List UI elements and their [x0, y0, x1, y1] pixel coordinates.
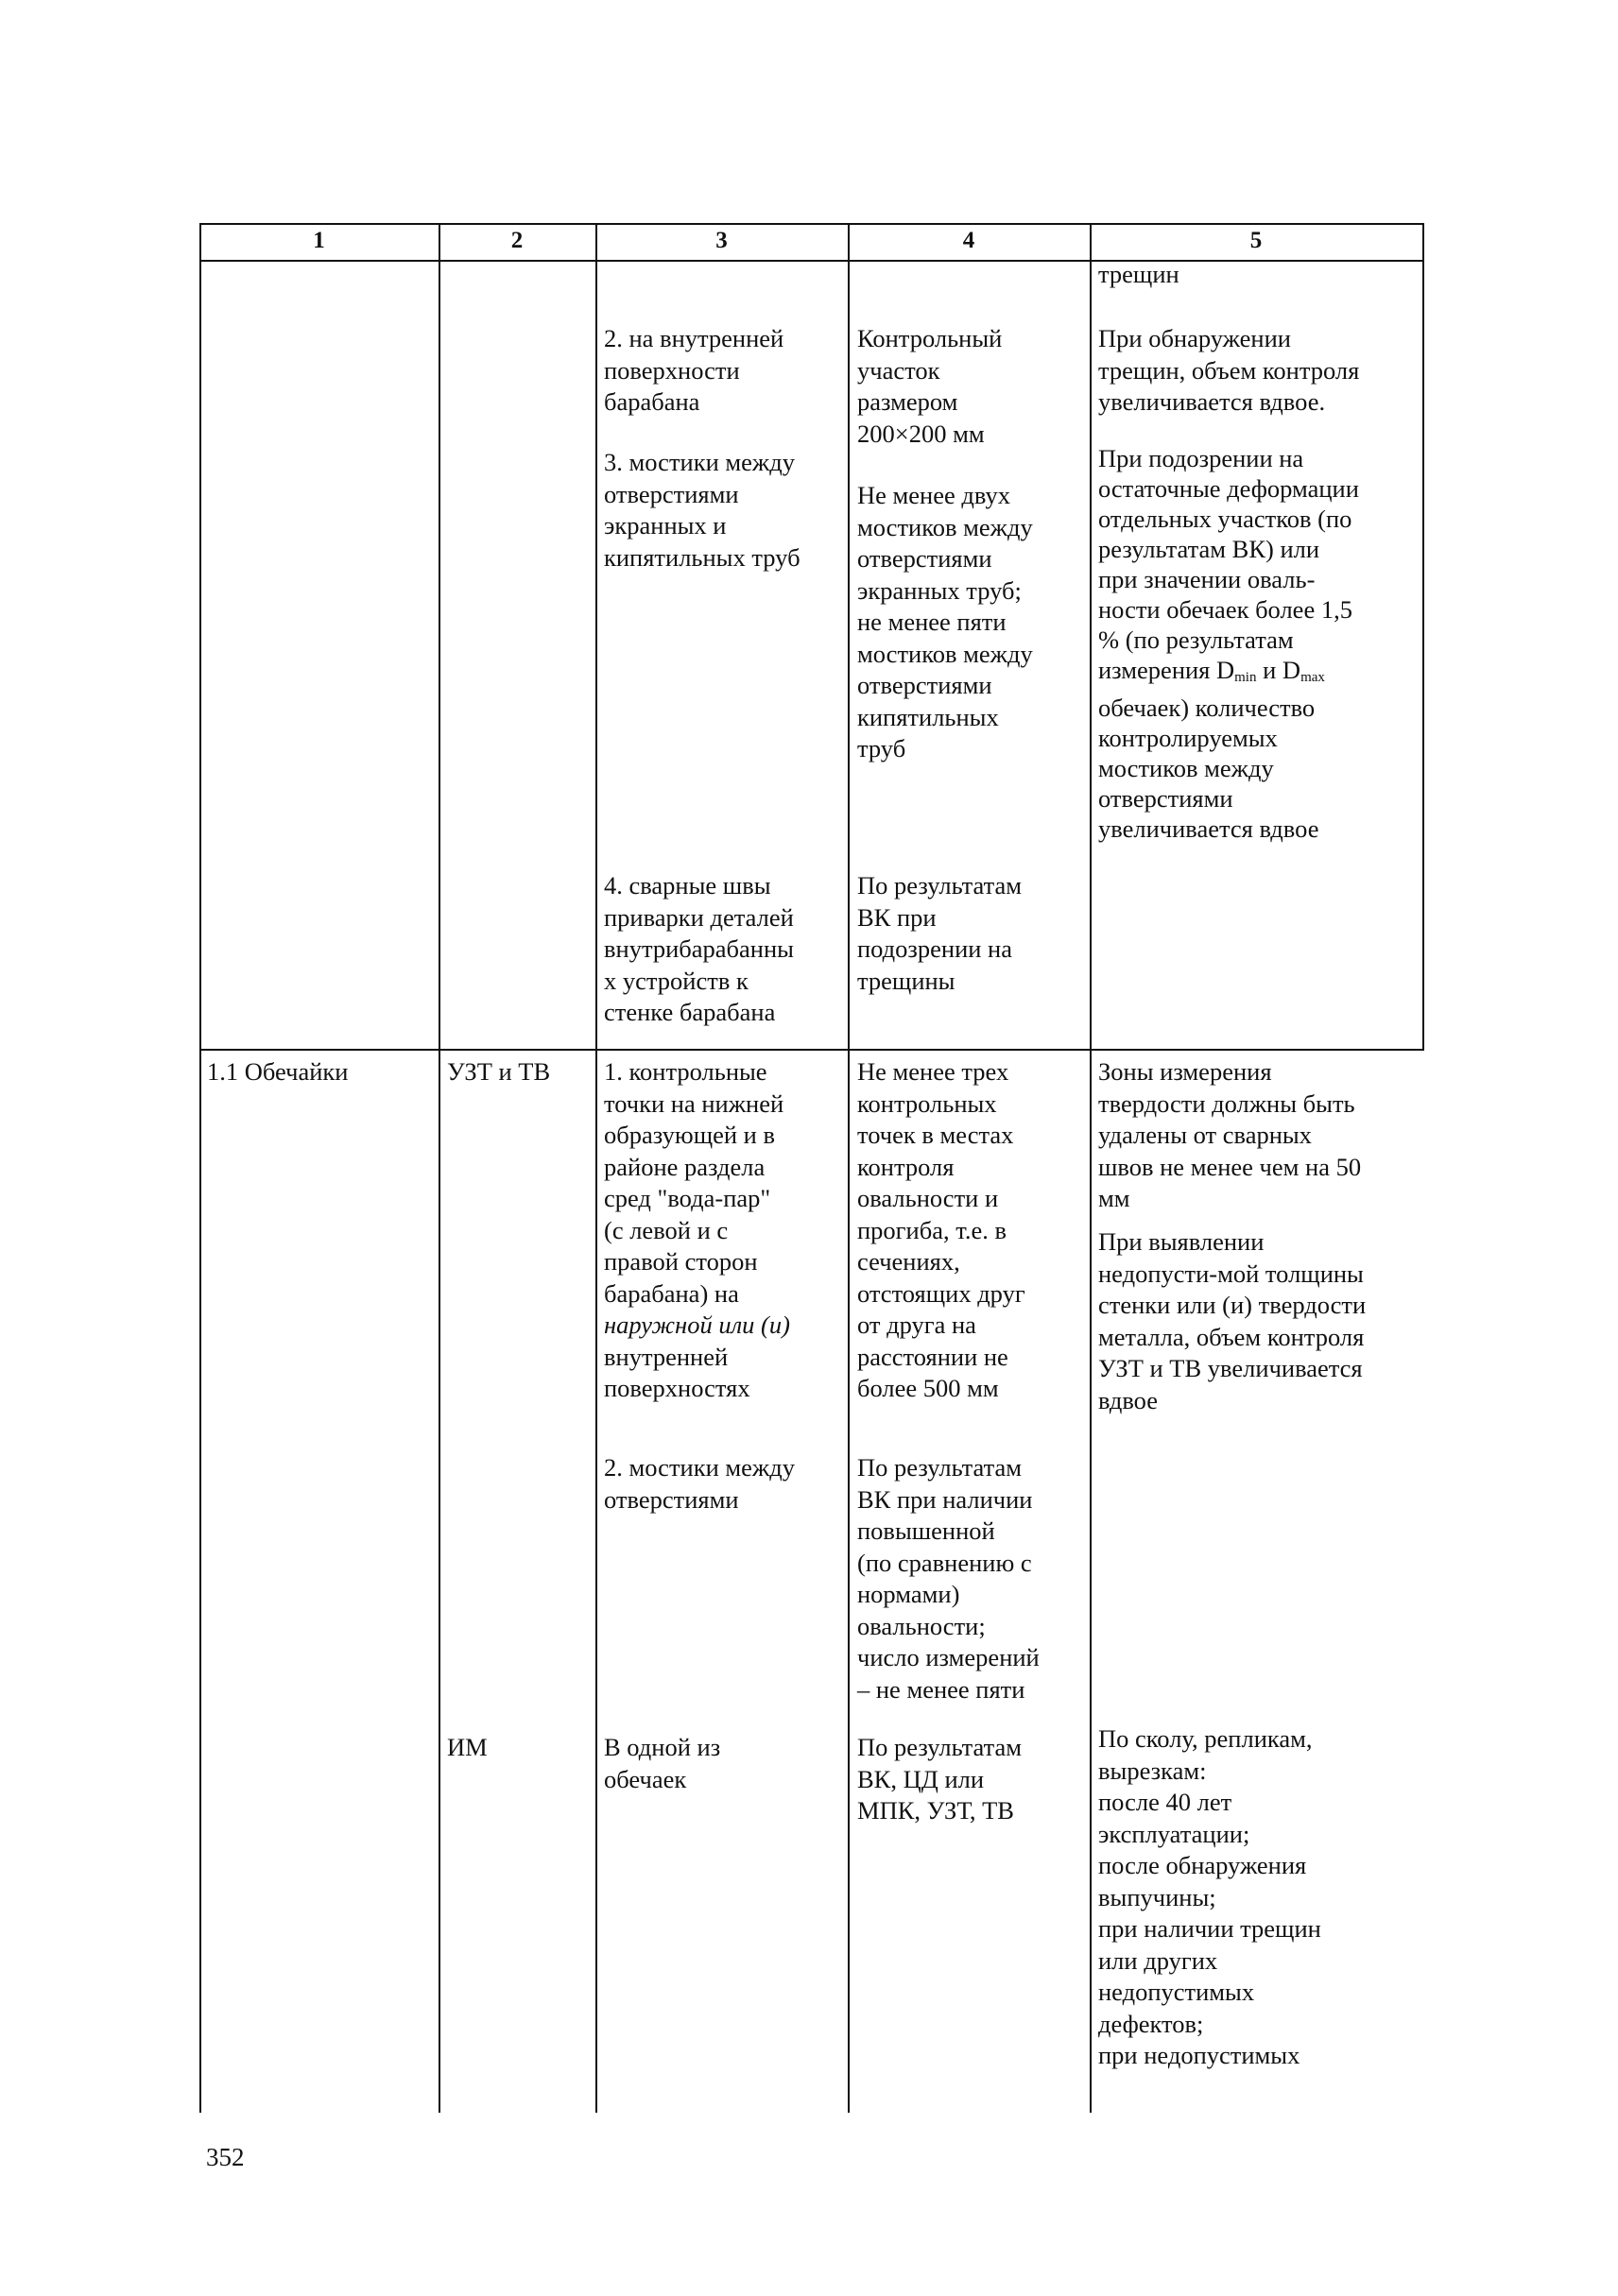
control-points-italic: наружной или (и)	[604, 1311, 790, 1339]
header-col-2: 2	[510, 228, 524, 253]
cell-c5-cracks: При обнаружении трещин, объем контроля увеличивается вдвое.	[1098, 324, 1360, 416]
header-col-1: 1	[313, 228, 325, 253]
cell-c2-method-im: ИМ	[447, 1733, 488, 1761]
col-border-4-5	[1090, 223, 1092, 2113]
cell-c4-control-points: Не менее трех контрольных точек в местах контроля овальности и прогиба, т.е. в сечениях, отстоящих друг от друга на расстоянии не более 500 мм	[857, 1057, 1025, 1402]
cell-c1-shells: 1.1 Обечайки	[207, 1057, 349, 1086]
table-top-border	[199, 223, 1424, 225]
cell-c3-control-points	[604, 1056, 790, 1405]
cell-c4-methods: По результатам ВК, ЦД или МПК, УЗТ, ТВ	[857, 1733, 1023, 1825]
cell-c2-method-uzt: УЗТ и ТВ	[447, 1057, 551, 1086]
row-divider	[199, 1049, 1424, 1051]
cell-c3-bridges: 3. мостики между отверстиями экранных и кипятильных труб	[604, 448, 800, 572]
control-points-text: 1. контрольные точки на нижней образующей и в районе раздела сред "вода-пар" (с левой и с правой сторон барабана) на	[604, 1057, 784, 1308]
cell-c3-bridges-2: 2. мостики между отверстиями	[604, 1453, 795, 1514]
d-min-subscript: min	[1234, 670, 1257, 685]
header-bottom-border	[199, 260, 1424, 262]
header-col-4: 4	[962, 228, 975, 253]
control-points-text-2: внутренней поверхностях	[604, 1342, 750, 1402]
cell-c3-inner-surface: 2. на внутренней поверхности барабана	[604, 324, 784, 416]
cell-c4-control-area: Контрольный участок размером 200×200 мм	[857, 324, 1003, 448]
header-col-5: 5	[1249, 228, 1263, 253]
col-border-right	[1422, 223, 1424, 1049]
col-border-1-2	[439, 223, 440, 2113]
cell-c4-bridges-count: Не менее двух мостиков между отверстиями экранных труб; не менее пяти мостиков между отверстиями кипятильных труб	[857, 481, 1033, 762]
page-number: 352	[206, 2143, 245, 2171]
col-border-2-3	[595, 223, 597, 2113]
cell-c5-hardness-zones: Зоны измерения твердости должны быть удалены от сварных швов не менее чем на 50 мм	[1098, 1057, 1362, 1212]
cell-c5-thickness: При выявлении недопусти-мой толщины стенки или (и) твердости металла, объем контроля УЗТ и ТВ увеличивается вдвое	[1098, 1227, 1367, 1414]
cell-c5-samples: По сколу, репликам, вырезкам: после 40 лет эксплуатации; после обнаружения выпучины; при наличии трещин или других недопустимых дефектов; при недопустимых	[1098, 1724, 1321, 2069]
cell-c3-welds: 4. сварные швы приварки деталей внутрибарабанны х устройств к стенке барабана	[604, 871, 794, 1026]
cell-c3-one-shell: В одной из обечаек	[604, 1733, 721, 1793]
cell-c4-ovality: По результатам ВК при наличии повышенной (по сравнению с нормами) овальности; число измерений – не менее пяти	[857, 1453, 1040, 1704]
deformation-text-mid: и D	[1256, 656, 1301, 684]
cell-c5-continued: трещин	[1098, 260, 1179, 288]
col-border-left	[199, 223, 201, 2113]
inspection-table	[199, 223, 1424, 2113]
header-col-3: 3	[715, 228, 728, 253]
deformation-text-2: обечаек) количество контролируемых мостиков между отверстиями увеличивается вдвое	[1098, 694, 1319, 843]
col-border-3-4	[848, 223, 850, 2113]
d-max-subscript: max	[1300, 670, 1325, 685]
cell-c5-deformation	[1098, 443, 1359, 844]
deformation-text-1: При подозрении на остаточные деформации отдельных участков (по результатам ВК) или при значении оваль- ности обечаек более 1,5 % (по результатам измерения D	[1098, 444, 1359, 684]
cell-c4-welds-result: По результатам ВК при подозрении на трещины	[857, 871, 1023, 995]
